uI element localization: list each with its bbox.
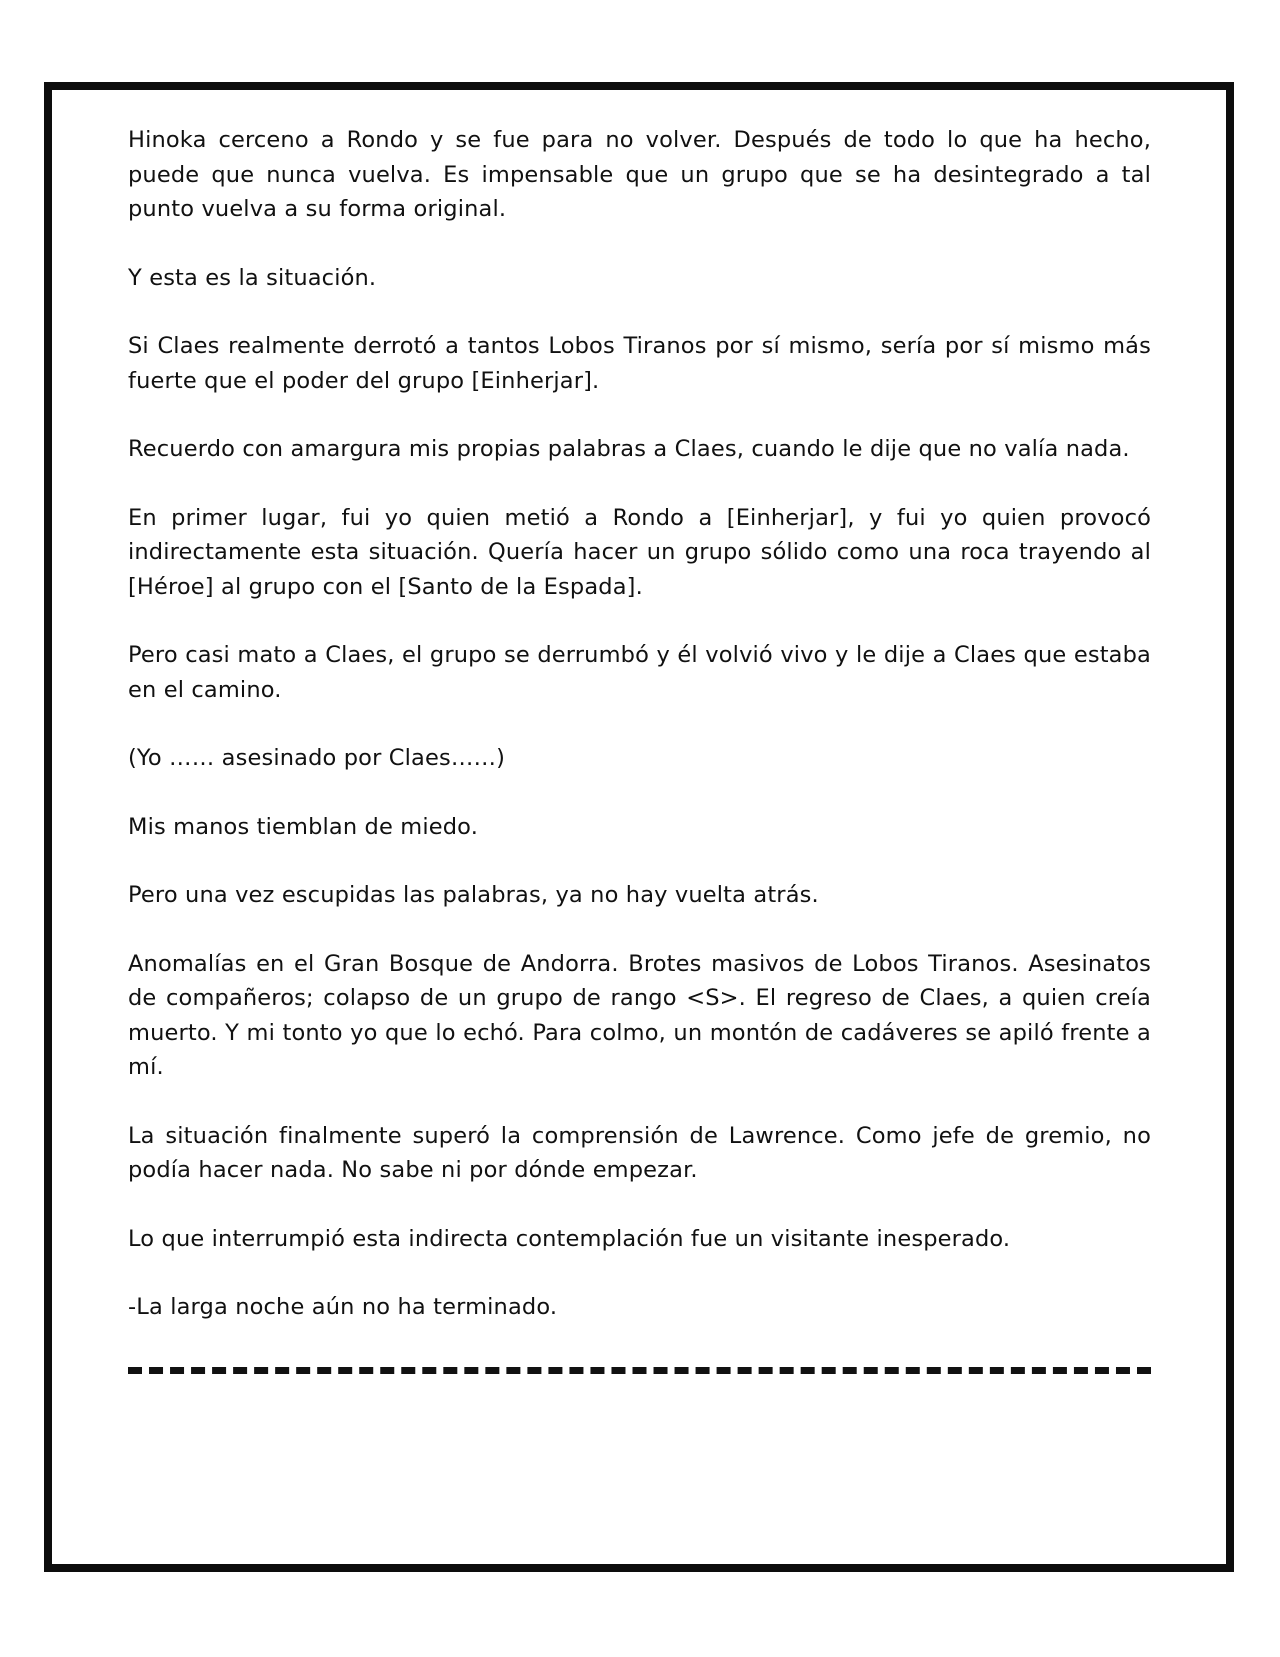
- paragraph-9: Pero una vez escupidas las palabras, ya no hay vuelta atrás.: [128, 882, 819, 908]
- paragraph-13: -La larga noche aún no ha terminado.: [128, 1294, 558, 1320]
- paragraph-3: Si Claes realmente derrotó a tantos Lobos Tiranos por sí mismo, sería por sí mismo más fuerte que el poder del grupo [Einherjar].: [128, 333, 1151, 394]
- paragraph-7: (Yo …… asesinado por Claes……): [128, 745, 506, 771]
- paragraph-6: Pero casi mato a Claes, el grupo se derrumbó y él volvió vivo y le dije a Claes que estaba en el camino.: [128, 642, 1151, 703]
- paragraph-8: Mis manos tiemblan de miedo.: [128, 813, 479, 840]
- paragraph-1: Hinoka cerceno a Rondo y se fue para no volver. Después de todo lo que ha hecho, puede que nunca vuelva. Es impensable que un grupo que se ha desintegrado a tal punto vuelva a su forma original.: [128, 127, 1151, 222]
- document-body: [128, 123, 1151, 1359]
- paragraph-5: En primer lugar, fui yo quien metió a Rondo a [Einherjar], y fui yo quien provocó indirectamente esta situación. Quería hacer un grupo sólido como una roca trayendo al [Héroe] al grupo con el [Santo de la Espada].: [128, 504, 1151, 600]
- paragraph-10: Anomalías en el Gran Bosque de Andorra. Brotes masivos de Lobos Tiranos. Asesinatos de compañeros; colapso de un grupo de rango <S>. El regreso de Claes, a quien creía muerto. Y mi tonto yo que lo echó. Para colmo, un montón de cadáveres se apiló frente a mí.: [128, 950, 1151, 1080]
- paragraph-4: Recuerdo con amargura mis propias palabras a Claes, cuando le dije que no valía nada.: [128, 436, 1130, 462]
- dashed-divider: [128, 1367, 1151, 1374]
- paragraph-2: Y esta es la situación.: [128, 264, 377, 291]
- paragraph-11: La situación finalmente superó la comprensión de Lawrence. Como jefe de gremio, no podía hacer nada. No sabe ni por dónde empezar.: [128, 1122, 1151, 1183]
- paragraph-12: Lo que interrumpió esta indirecta contemplación fue un visitante inesperado.: [128, 1225, 1011, 1252]
